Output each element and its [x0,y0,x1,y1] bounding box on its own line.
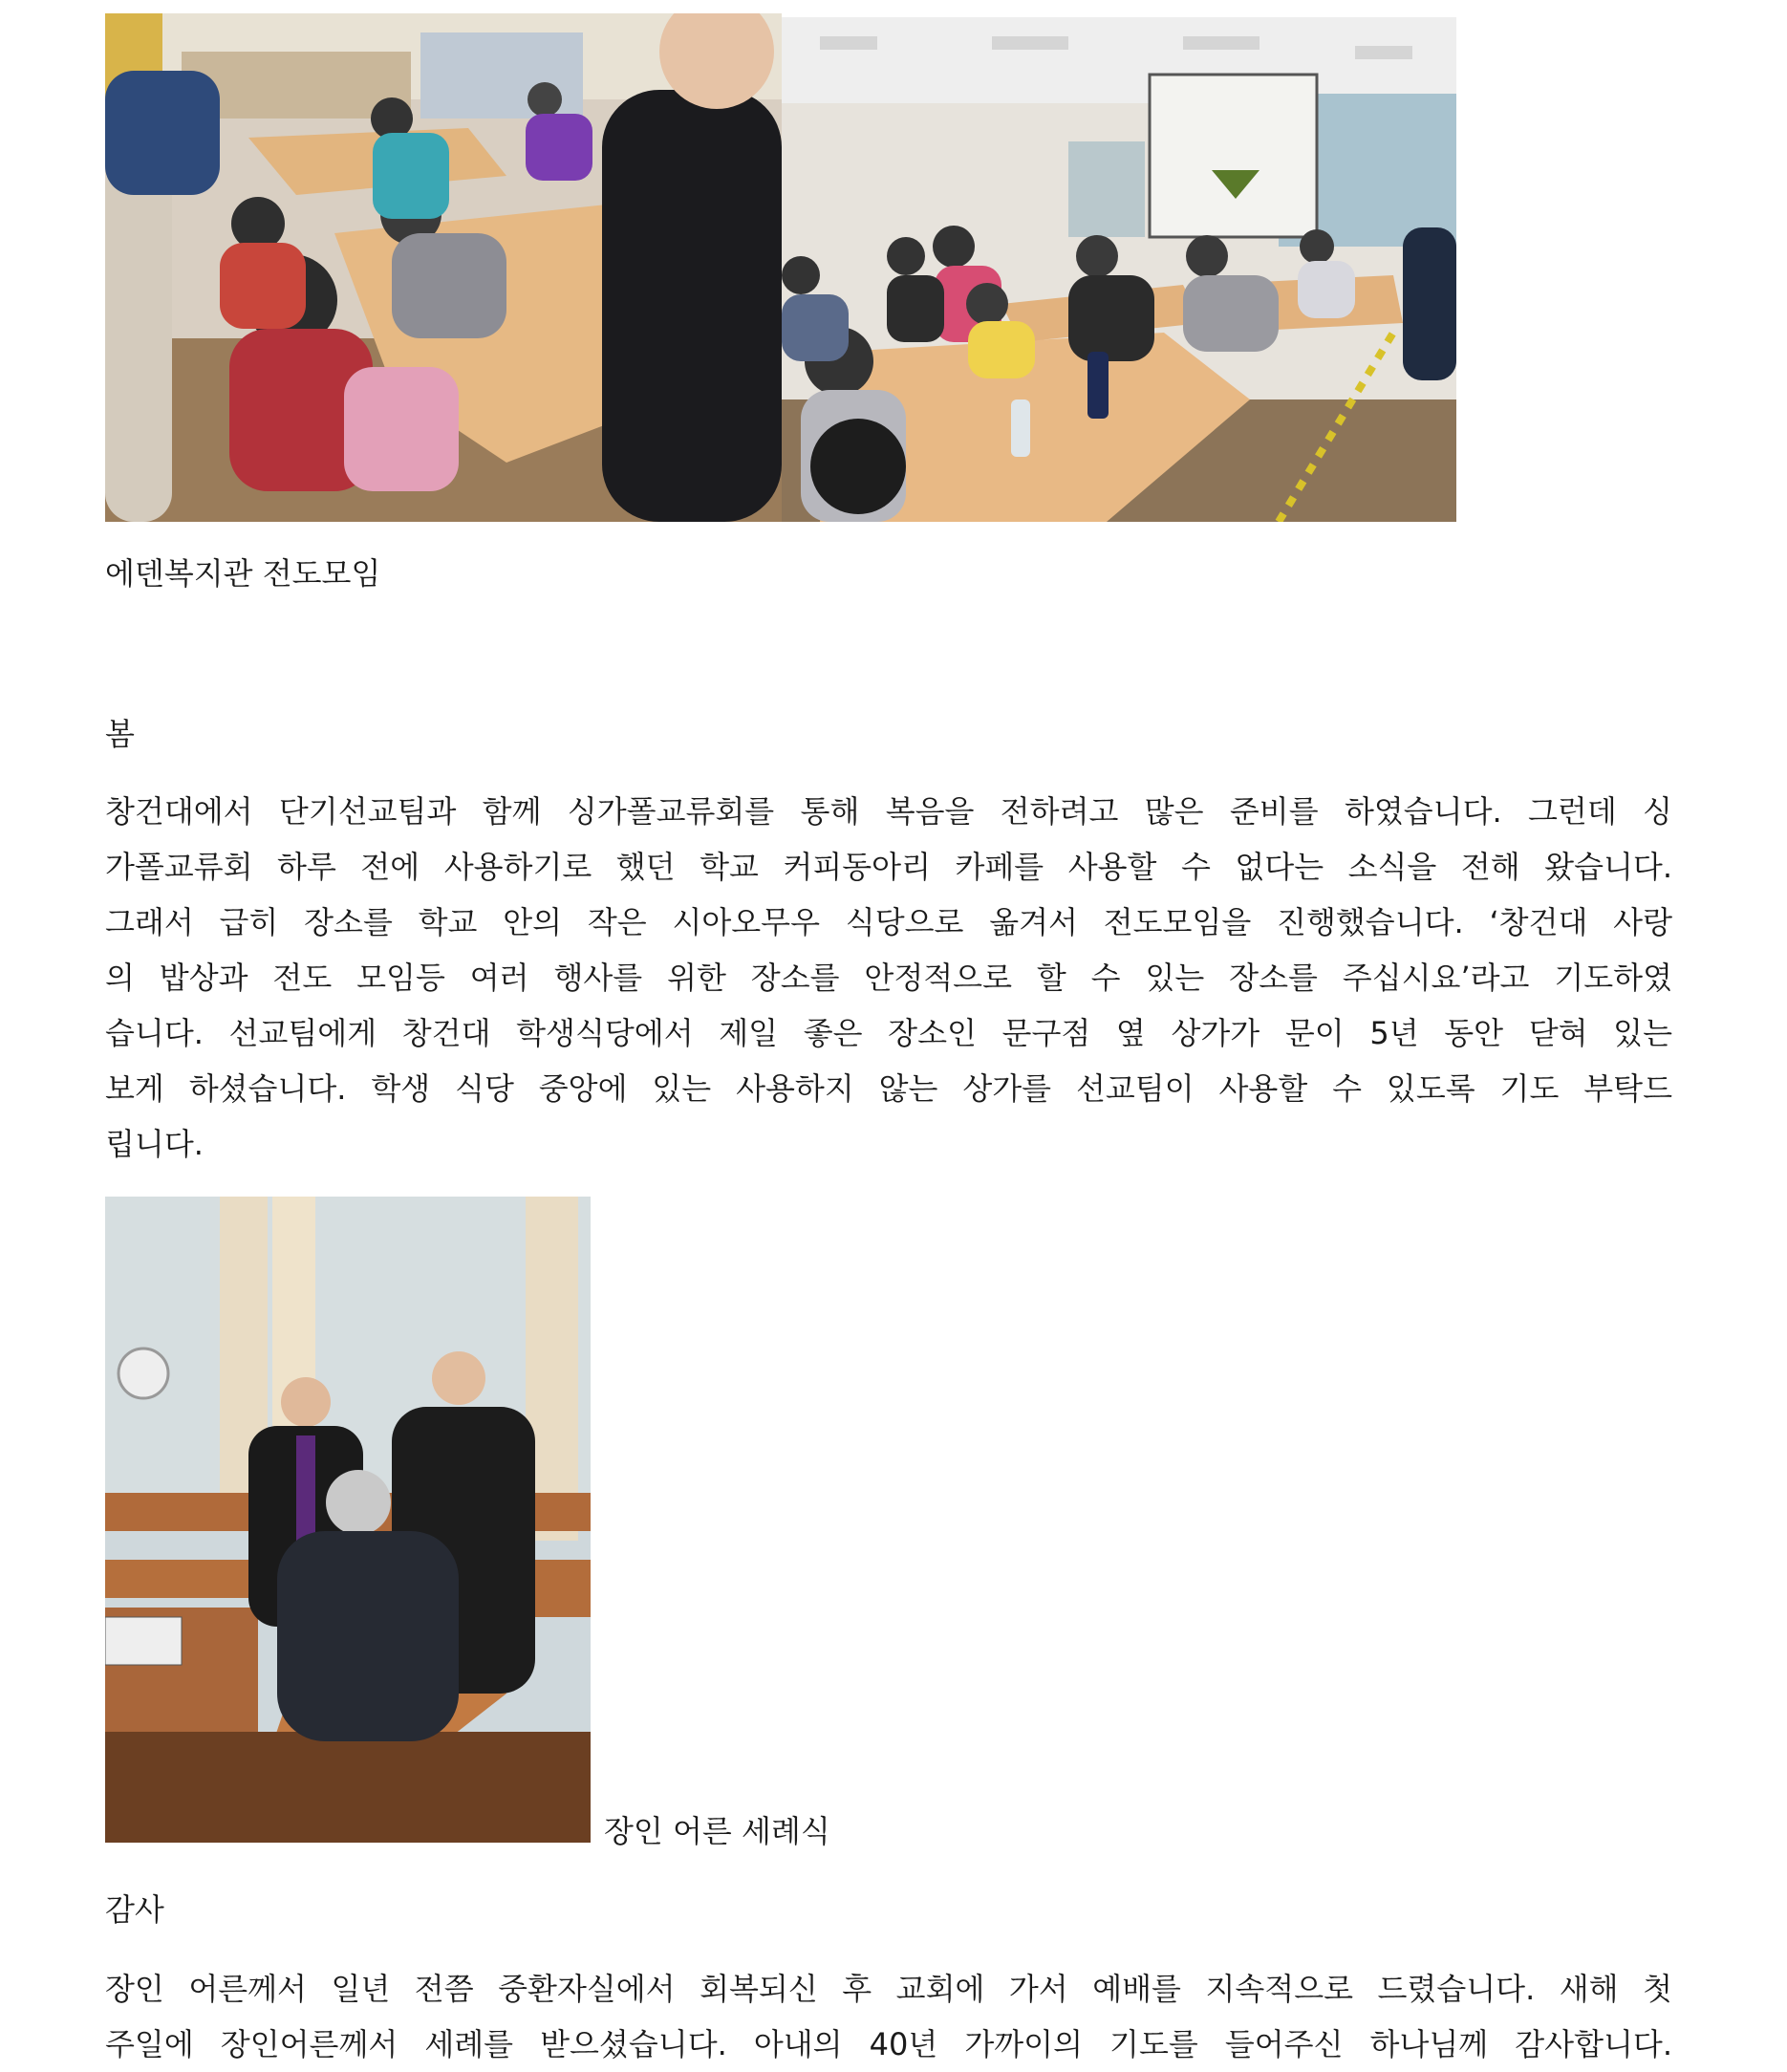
baptism-photo [105,1197,591,1843]
spring-paragraph [105,784,1672,1172]
thanks-paragraph [105,1961,1672,2072]
classroom-photo-right-image [782,17,1456,522]
classroom-photo-left [105,13,782,522]
thanks-line-2: 주일에 장인어른께서 세례를 받으셨습니다. 아내의 40년 가까이의 기도를 들어주신 하나님께 감사합니다. [105,2026,1672,2062]
eden-caption: 에덴복지관 전도모임 [105,555,381,592]
spring-line-7: 립니다. [105,1126,204,1162]
baptism-caption: 장인 어른 세례식 [604,1813,830,1849]
baptism-photo-image [105,1197,591,1843]
spring-heading: 봄 [105,716,135,752]
spring-line-2: 가폴교류회 하루 전에 사용하기로 했던 학교 커피동아리 카페를 사용할 수 없다는 소식을 전해 왔습니다. [105,849,1672,885]
spring-line-6: 보게 하셨습니다. 학생 식당 중앙에 있는 사용하지 않는 상가를 선교팀이 사용할 수 있도록 기도 부탁드 [105,1070,1672,1107]
spring-line-5: 습니다. 선교팀에게 창건대 학생식당에서 제일 좋은 장소인 문구점 옆 상가가 문이 5년 동안 닫혀 있는 [105,1015,1672,1051]
thanks-heading: 감사 [105,1891,164,1928]
spring-line-3: 그래서 급히 장소를 학교 안의 작은 시아오무우 식당으로 옮겨서 전도모임을 진행했습니다. ‘창건대 사랑 [105,904,1672,940]
spring-line-4: 의 밥상과 전도 모임등 여러 행사를 위한 장소를 안정적으로 할 수 있는 장소를 주십시요’라고 기도하였 [105,960,1672,996]
thanks-line-1: 장인 어른께서 일년 전쯤 중환자실에서 회복되신 후 교회에 가서 예배를 지속적으로 드렸습니다. 새해 첫 [105,1971,1672,2007]
spring-line-1: 창건대에서 단기선교팀과 함께 싱가폴교류회를 통해 복음을 전하려고 많은 준비를 하였습니다. 그런데 싱 [105,793,1672,830]
classroom-photo-right [782,17,1456,522]
classroom-photo-left-image [105,13,782,522]
